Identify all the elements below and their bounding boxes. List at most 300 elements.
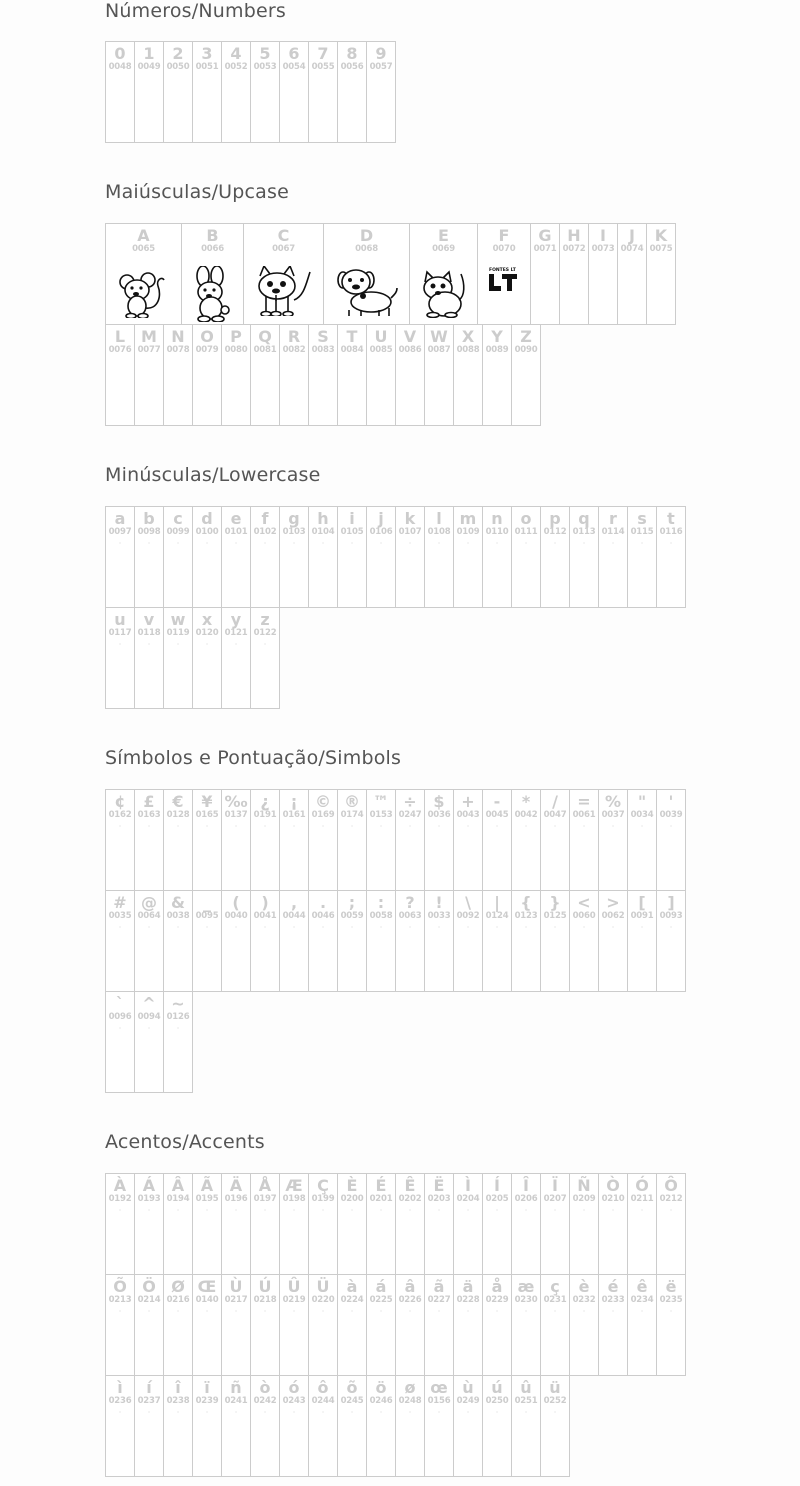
- glyph-code: 0117: [108, 628, 132, 638]
- glyph-preview: ·: [263, 539, 267, 548]
- glyph-code: 0067: [272, 244, 295, 254]
- glyph-cell: [221, 1274, 251, 1376]
- glyph-character: 2: [172, 44, 184, 63]
- glyph-character: Ø: [171, 1277, 185, 1296]
- glyph-preview: ·: [176, 1307, 180, 1316]
- glyph-cell: [453, 789, 483, 891]
- glyph-character: €: [172, 792, 184, 811]
- glyph-character: d: [201, 509, 213, 528]
- glyph-preview: ·: [321, 1307, 325, 1316]
- glyph-cell: [279, 789, 309, 891]
- glyph-cell: [163, 1274, 193, 1376]
- glyph-code: 0153: [369, 810, 393, 820]
- glyph-code: 0081: [253, 345, 277, 355]
- glyph-preview: ·: [147, 1307, 151, 1316]
- glyph-code: 0057: [369, 62, 393, 72]
- glyph-character: i: [349, 509, 355, 528]
- glyph-preview: ·: [640, 1206, 644, 1215]
- glyph-code: 0064: [137, 911, 161, 921]
- glyph-character: *: [521, 792, 531, 811]
- glyph-cell: [337, 41, 367, 143]
- glyph-code: 0163: [137, 810, 161, 820]
- glyph-cell: [540, 1375, 570, 1477]
- section-title: Minúsculas/Lowercase: [105, 464, 321, 486]
- glyph-character: Ù: [229, 1277, 243, 1296]
- glyph-character: Á: [142, 1176, 156, 1195]
- section-symbols: [105, 747, 683, 1033]
- glyph-cell: [366, 41, 396, 143]
- glyph-cell: [511, 324, 541, 426]
- glyph-code: 0054: [282, 62, 306, 72]
- glyph-code: 0068: [355, 244, 378, 254]
- glyph-preview: ·: [321, 923, 325, 932]
- glyph-code: 0094: [137, 1012, 161, 1022]
- glyph-cell: [181, 223, 244, 325]
- glyph-cell: [482, 890, 512, 992]
- glyph-character: ú: [491, 1378, 503, 1397]
- glyph-preview: ·: [205, 1307, 209, 1316]
- glyph-code: 0252: [543, 1396, 567, 1406]
- glyph-preview: ·: [524, 1206, 528, 1215]
- glyph-preview: ·: [263, 822, 267, 831]
- glyph-preview: ·: [466, 1408, 470, 1417]
- glyph-code: 0109: [456, 527, 480, 537]
- glyph-cell: [656, 1173, 686, 1275]
- glyph-character: _: [203, 893, 211, 912]
- glyph-code: 0101: [224, 527, 248, 537]
- glyph-character: 8: [346, 44, 358, 63]
- glyph-character: ì: [117, 1378, 123, 1397]
- glyph-character: e: [230, 509, 242, 528]
- glyph-preview: ·: [292, 539, 296, 548]
- glyph-code: 0043: [456, 810, 480, 820]
- glyph-code: 0072: [562, 244, 586, 254]
- glyph-character: Î: [523, 1176, 529, 1195]
- glyph-cell: [308, 1274, 338, 1376]
- glyph-preview: ·: [495, 1408, 499, 1417]
- glyph-code: 0211: [630, 1194, 654, 1204]
- glyph-preview: ·: [292, 1408, 296, 1417]
- glyph-cell: [163, 506, 193, 608]
- glyph-character: Ì: [465, 1176, 471, 1195]
- glyph-preview: ·: [350, 822, 354, 831]
- glyph-preview: ·: [205, 1408, 209, 1417]
- glyph-character: á: [375, 1277, 387, 1296]
- glyph-character: M: [141, 327, 157, 346]
- glyph-code: 0105: [340, 527, 364, 537]
- glyph-character: è: [578, 1277, 590, 1296]
- glyph-code: 0245: [340, 1396, 364, 1406]
- glyph-character: ê: [636, 1277, 648, 1296]
- glyph-code: 0095: [195, 911, 219, 921]
- glyph-cell: [105, 223, 182, 325]
- glyph-code: 0228: [456, 1295, 480, 1305]
- glyph-character: ë: [665, 1277, 677, 1296]
- glyph-code: 0200: [340, 1194, 364, 1204]
- glyph-row: [105, 1173, 685, 1274]
- glyph-code: 0033: [427, 911, 451, 921]
- glyph-character: x: [201, 610, 213, 629]
- glyph-preview: ·: [669, 923, 673, 932]
- glyph-cell: [395, 1173, 425, 1275]
- glyph-character: Ö: [142, 1277, 156, 1296]
- glyph-preview: ·: [495, 539, 499, 548]
- glyph-character: +: [461, 792, 475, 811]
- glyph-preview: ·: [176, 1206, 180, 1215]
- glyph-cell: [511, 1375, 541, 1477]
- glyph-character: Í: [494, 1176, 500, 1195]
- glyph-character: ©: [315, 792, 331, 811]
- glyph-code: 0162: [108, 810, 132, 820]
- glyph-code: 0040: [224, 911, 248, 921]
- glyph-code: 0046: [311, 911, 335, 921]
- glyph-code: 0232: [572, 1295, 596, 1305]
- glyph-code: 0230: [514, 1295, 538, 1305]
- glyph-cell: [627, 1173, 657, 1275]
- glyph-cell: [627, 506, 657, 608]
- glyph-cell: [540, 789, 570, 891]
- glyph-cell: [308, 1375, 338, 1477]
- glyph-code: 0100: [195, 527, 219, 537]
- glyph-character: G: [538, 226, 552, 245]
- glyph-character: H: [567, 226, 581, 245]
- glyph-code: 0099: [166, 527, 190, 537]
- glyph-code: 0227: [427, 1295, 451, 1305]
- glyph-preview: ·: [379, 1206, 383, 1215]
- glyph-cell: [163, 324, 193, 426]
- glyph-cell: [279, 324, 309, 426]
- glyph-code: 0201: [369, 1194, 393, 1204]
- glyph-character: ô: [317, 1378, 329, 1397]
- glyph-preview: ·: [379, 822, 383, 831]
- glyph-code: 0110: [485, 527, 509, 537]
- glyph-character: K: [654, 226, 668, 245]
- glyph-character: í: [146, 1378, 152, 1397]
- glyph-character: t: [667, 509, 675, 528]
- glyph-character: ö: [375, 1378, 387, 1397]
- glyph-preview: ·: [350, 1307, 354, 1316]
- glyph-character: 7: [317, 44, 329, 63]
- glyph-character: <: [577, 893, 591, 912]
- glyph-cell: [323, 223, 410, 325]
- glyph-code: 0096: [108, 1012, 132, 1022]
- svg-text:FONTES LT: FONTES LT: [489, 268, 516, 273]
- glyph-cell: [617, 223, 647, 325]
- glyph-preview: ·: [176, 923, 180, 932]
- glyph-preview: ·: [553, 1408, 557, 1417]
- glyph-code: 0053: [253, 62, 277, 72]
- glyph-cell: [569, 789, 599, 891]
- glyph-character: Ê: [404, 1176, 416, 1195]
- glyph-preview: ·: [379, 923, 383, 932]
- glyph-preview: ·: [553, 539, 557, 548]
- glyph-code: 0196: [224, 1194, 248, 1204]
- glyph-cell: [134, 890, 164, 992]
- glyph-preview: ·: [437, 1206, 441, 1215]
- glyph-code: 0089: [485, 345, 509, 355]
- glyph-code: 0079: [195, 345, 219, 355]
- glyph-character: h: [317, 509, 329, 528]
- glyph-row: [105, 223, 675, 324]
- glyph-character: 9: [375, 44, 387, 63]
- glyph-preview: ·: [611, 923, 615, 932]
- glyph-preview: ·: [640, 1307, 644, 1316]
- glyph-code: 0207: [543, 1194, 567, 1204]
- glyph-preview: ·: [524, 923, 528, 932]
- glyph-preview: ·: [292, 822, 296, 831]
- glyph-code: 0156: [427, 1396, 451, 1406]
- glyph-preview: ·: [234, 640, 238, 649]
- glyph-character: œ: [430, 1378, 448, 1397]
- glyph-character: I: [600, 226, 606, 245]
- glyph-preview: ·: [234, 1408, 238, 1417]
- glyph-preview: ·: [553, 1206, 557, 1215]
- glyph-preview: ·: [234, 923, 238, 932]
- glyph-preview: ·: [118, 539, 122, 548]
- glyph-cell: [337, 1375, 367, 1477]
- glyph-code: 0034: [630, 810, 654, 820]
- glyph-code: 0224: [340, 1295, 364, 1305]
- glyph-cell: [453, 1375, 483, 1477]
- glyph-character: [: [638, 893, 646, 912]
- glyph-preview: ·: [408, 539, 412, 548]
- glyph-preview: ·: [495, 1206, 499, 1215]
- glyph-cell: [337, 506, 367, 608]
- glyph-cell: [134, 1173, 164, 1275]
- glyph-character: ,: [290, 893, 298, 912]
- glyph-code: 0073: [591, 244, 615, 254]
- glyph-cell: [250, 1375, 280, 1477]
- glyph-code: 0219: [282, 1295, 306, 1305]
- glyph-preview: ·: [495, 1307, 499, 1316]
- glyph-preview: ·: [147, 923, 151, 932]
- glyph-preview: ·: [234, 822, 238, 831]
- glyph-cell: [559, 223, 589, 325]
- glyph-code: 0124: [485, 911, 509, 921]
- glyph-code: 0213: [108, 1295, 132, 1305]
- glyph-cell: [511, 890, 541, 992]
- glyph-preview: ·: [408, 923, 412, 932]
- glyph-cell: [105, 890, 135, 992]
- glyph-character: ç: [550, 1277, 560, 1296]
- glyph-cell: [482, 1274, 512, 1376]
- glyph-preview: ·: [437, 923, 441, 932]
- glyph-character: É: [375, 1176, 387, 1195]
- glyph-character: w: [170, 610, 186, 629]
- glyph-preview: ·: [350, 1206, 354, 1215]
- glyph-preview: ·: [292, 1307, 296, 1316]
- glyph-preview: ·: [292, 1206, 296, 1215]
- glyph-character: Æ: [285, 1176, 303, 1195]
- glyph-preview: ·: [350, 923, 354, 932]
- glyph-cell: [250, 324, 280, 426]
- glyph-preview: ·: [263, 1307, 267, 1316]
- glyph-code: 0238: [166, 1396, 190, 1406]
- glyph-preview: ·: [582, 1307, 586, 1316]
- glyph-character: â: [404, 1277, 416, 1296]
- glyph-character: O: [200, 327, 214, 346]
- glyph-code: 0193: [137, 1194, 161, 1204]
- glyph-cell: [337, 324, 367, 426]
- glyph-code: 0126: [166, 1012, 190, 1022]
- glyph-preview: ·: [553, 822, 557, 831]
- glyph-code: 0195: [195, 1194, 219, 1204]
- glyph-preview: ·: [408, 1408, 412, 1417]
- glyph-preview: ·: [321, 539, 325, 548]
- glyph-cell: [163, 991, 193, 1093]
- glyph-code: 0229: [485, 1295, 509, 1305]
- glyph-code: 0121: [224, 628, 248, 638]
- glyph-cell: [221, 890, 251, 992]
- glyph-character: L: [114, 327, 126, 346]
- glyph-character: !: [435, 893, 443, 912]
- glyph-grid: [105, 223, 675, 425]
- glyph-code: 0165: [195, 810, 219, 820]
- glyph-cell: [482, 1375, 512, 1477]
- glyph-code: 0197: [253, 1194, 277, 1204]
- glyph-character: >: [606, 893, 620, 912]
- glyph-code: 0112: [543, 527, 567, 537]
- glyph-cell: [279, 890, 309, 992]
- glyph-character: C: [277, 226, 290, 245]
- glyph-cell: [424, 890, 454, 992]
- glyph-cell: [395, 506, 425, 608]
- glyph-character: Ï: [552, 1176, 558, 1195]
- glyph-code: 0092: [456, 911, 480, 921]
- glyph-character: Û: [287, 1277, 301, 1296]
- glyph-code: 0119: [166, 628, 190, 638]
- glyph-character: Ô: [664, 1176, 678, 1195]
- glyph-cell: [569, 890, 599, 992]
- glyph-code: 0082: [282, 345, 306, 355]
- glyph-cell: [530, 223, 560, 325]
- glyph-character: Q: [258, 327, 272, 346]
- glyph-character: 5: [259, 44, 271, 63]
- glyph-cell: [424, 1274, 454, 1376]
- glyph-preview: ·: [379, 1307, 383, 1316]
- glyph-character: È: [346, 1176, 358, 1195]
- glyph-code: 0202: [398, 1194, 422, 1204]
- glyph-code: 0205: [485, 1194, 509, 1204]
- glyph-cell: [337, 1274, 367, 1376]
- glyph-cell: [192, 1173, 222, 1275]
- glyph-cell: [192, 1274, 222, 1376]
- glyph-row: [105, 324, 675, 425]
- glyph-cell: [279, 1375, 309, 1477]
- glyph-character: Ò: [606, 1176, 620, 1195]
- glyph-preview: ·: [118, 1408, 122, 1417]
- glyph-character: j: [378, 509, 384, 528]
- cat-sitting-glyph: [421, 266, 467, 322]
- glyph-preview: ·: [321, 1408, 325, 1417]
- glyph-code: 0055: [311, 62, 335, 72]
- glyph-code: 0048: [108, 62, 132, 72]
- glyph-cell: [279, 1173, 309, 1275]
- glyph-cell: [308, 41, 338, 143]
- glyph-character: ': [668, 792, 674, 811]
- glyph-character: ?: [405, 893, 415, 912]
- glyph-cell: [453, 324, 483, 426]
- glyph-character: ÷: [403, 792, 417, 811]
- glyph-preview: ·: [205, 822, 209, 831]
- glyph-preview: ·: [234, 1206, 238, 1215]
- glyph-cell: [366, 1173, 396, 1275]
- glyph-character: æ: [517, 1277, 535, 1296]
- glyph-preview: ·: [582, 1206, 586, 1215]
- glyph-code: 0118: [137, 628, 161, 638]
- glyph-character: ¡: [290, 792, 298, 811]
- glyph-preview: ·: [147, 1206, 151, 1215]
- glyph-cell: [569, 1274, 599, 1376]
- glyph-code: 0045: [485, 810, 509, 820]
- glyph-cell: [221, 789, 251, 891]
- glyph-character: z: [260, 610, 270, 629]
- glyph-preview: ·: [147, 822, 151, 831]
- glyph-preview: ·: [524, 1307, 528, 1316]
- glyph-preview: ·: [553, 923, 557, 932]
- glyph-character: .: [319, 893, 327, 912]
- glyph-code: 0074: [620, 244, 644, 254]
- glyph-code: 0062: [601, 911, 625, 921]
- dog-glyph: [335, 266, 399, 322]
- glyph-cell: [569, 1173, 599, 1275]
- glyph-cell: [308, 506, 338, 608]
- glyph-character: Œ: [197, 1277, 217, 1296]
- glyph-code: 0244: [311, 1396, 335, 1406]
- glyph-character: ]: [667, 893, 675, 912]
- glyph-code: 0209: [572, 1194, 596, 1204]
- glyph-cell: [105, 1274, 135, 1376]
- glyph-code: 0191: [253, 810, 277, 820]
- glyph-preview: ·: [350, 1408, 354, 1417]
- glyph-cell: [250, 789, 280, 891]
- glyph-code: 0090: [514, 345, 538, 355]
- glyph-character: \: [465, 893, 471, 912]
- glyph-character: 3: [201, 44, 213, 63]
- glyph-code: 0214: [137, 1295, 161, 1305]
- glyph-cell: [482, 324, 512, 426]
- glyph-character: é: [607, 1277, 619, 1296]
- glyph-preview: ·: [611, 822, 615, 831]
- glyph-code: 0217: [224, 1295, 248, 1305]
- section-accents: [105, 1131, 683, 1417]
- glyph-cell: [395, 324, 425, 426]
- glyph-preview: ·: [263, 640, 267, 649]
- glyph-preview: ·: [408, 1206, 412, 1215]
- glyph-cell: [511, 1173, 541, 1275]
- glyph-preview: ·: [147, 640, 151, 649]
- glyph-cell: [192, 506, 222, 608]
- glyph-code: 0078: [166, 345, 190, 355]
- glyph-cell: [163, 789, 193, 891]
- glyph-character: Y: [491, 327, 503, 346]
- bunny-glyph: [193, 266, 233, 326]
- glyph-preview: ·: [669, 822, 673, 831]
- glyph-character: 4: [230, 44, 242, 63]
- glyph-code: 0065: [132, 244, 155, 254]
- glyph-character: $: [433, 792, 445, 811]
- glyph-preview: ·: [582, 822, 586, 831]
- glyph-code: 0249: [456, 1396, 480, 1406]
- glyph-grid: [105, 789, 685, 1092]
- glyph-character: D: [359, 226, 374, 245]
- glyph-grid: [105, 1173, 685, 1476]
- glyph-character: À: [113, 1176, 127, 1195]
- glyph-character: f: [261, 509, 269, 528]
- glyph-preview: ·: [176, 822, 180, 831]
- glyph-preview: ·: [582, 539, 586, 548]
- glyph-cell: [569, 506, 599, 608]
